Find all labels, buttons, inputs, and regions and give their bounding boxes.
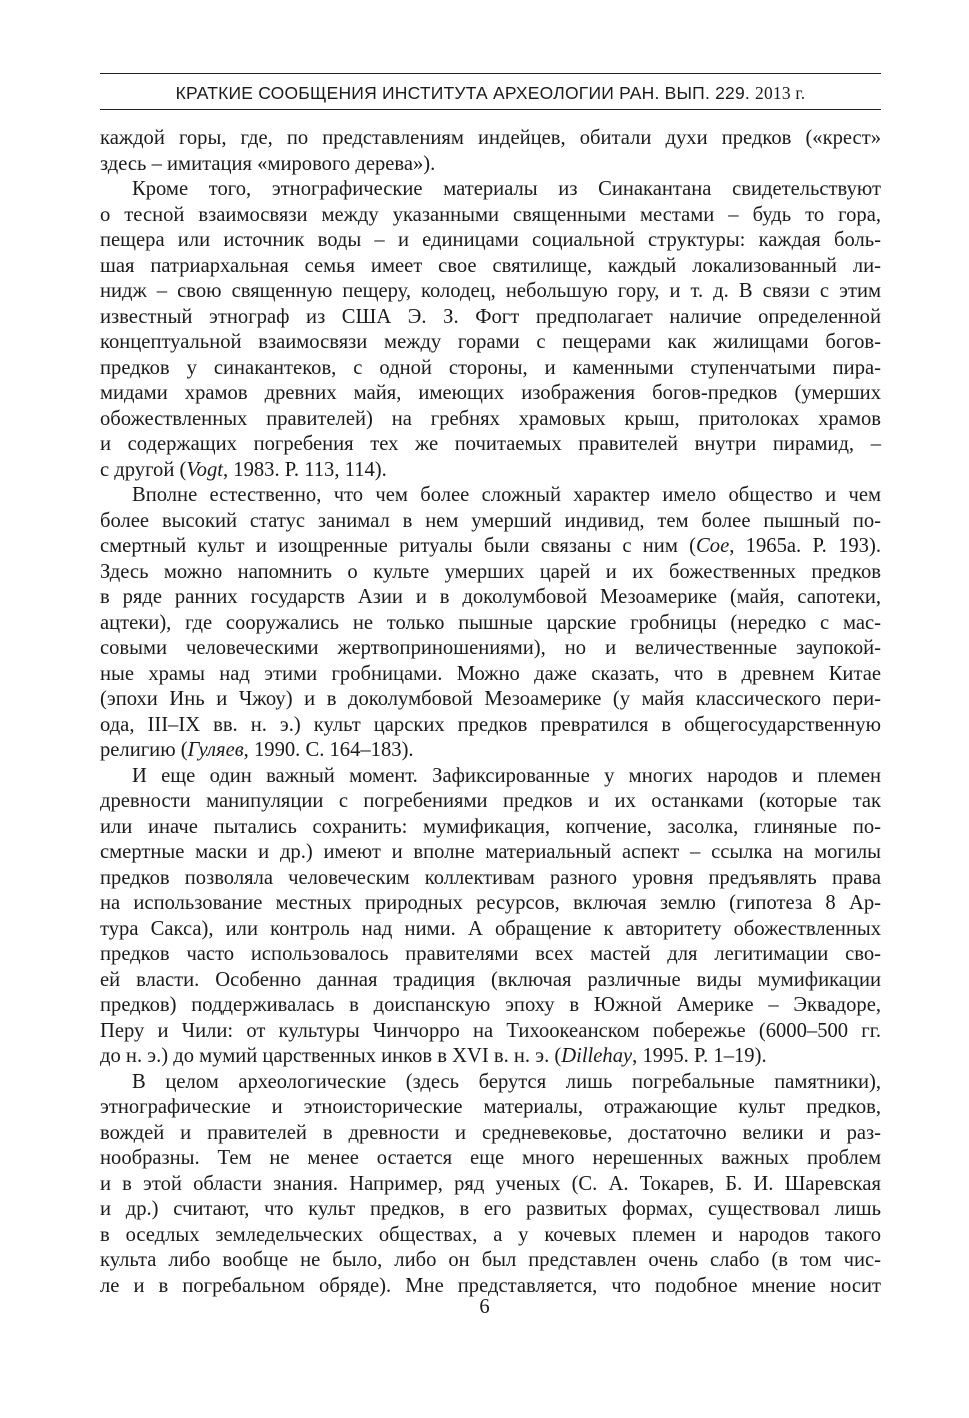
text-segment: до н. э.) до мумий царственных инков в XVI в. н. э. ( bbox=[100, 1045, 562, 1067]
text-segment: Кроме того, этнографические материалы из Синакантана свидетельствуют bbox=[132, 178, 881, 200]
citation-author: Vogt bbox=[186, 458, 223, 481]
text-segment: , 1990. С. 164–183). bbox=[243, 739, 414, 761]
text-line bbox=[100, 687, 881, 713]
text-segment: нообразны. Тем не менее остается еще много нерешенных важных проблем bbox=[100, 1147, 881, 1169]
text-line bbox=[100, 1070, 881, 1096]
text-segment: , 1983. P. 113, 114). bbox=[222, 458, 387, 481]
text-segment: , 1965a. P. 193). bbox=[729, 535, 881, 557]
text-segment: И еще один важный момент. Зафиксированные у многих народов и племен bbox=[132, 764, 881, 787]
citation-author: Dillehay bbox=[561, 1045, 633, 1067]
text-line bbox=[100, 177, 881, 203]
text-segment: на использование местных природных ресурсов, включая землю (гипотеза 8 Ар- bbox=[100, 892, 881, 914]
text-segment: предков) поддерживалась в доиспанскую эпоху в Южной Америке – Эквадоре, bbox=[100, 994, 881, 1016]
text-segment: пещера или источник воды – и единицами социальной структуры: каждая боль- bbox=[100, 229, 881, 251]
running-head bbox=[100, 80, 881, 106]
text-segment: древности манипуляции с погребениями предков и их останками (которые так bbox=[100, 790, 881, 812]
text-line bbox=[100, 509, 881, 535]
text-segment: и содержащих погребения тех же почитаемых правителей внутри пирамид, – bbox=[100, 433, 881, 455]
text-segment: Здесь можно напомнить о культе умерших царей и их божественных предков bbox=[100, 560, 881, 583]
text-line bbox=[100, 407, 881, 433]
text-line bbox=[100, 534, 881, 560]
text-segment: о тесной взаимосвязи между указанными священными местами – будь то гора, bbox=[100, 203, 881, 226]
text-line bbox=[100, 254, 881, 280]
text-line bbox=[100, 1172, 881, 1198]
text-segment: , 1995. P. 1–19). bbox=[632, 1045, 767, 1067]
text-segment: В целом археологические (здесь берутся лишь погребальные памятники), bbox=[132, 1070, 881, 1093]
citation-author: Гуляев bbox=[187, 739, 244, 761]
text-segment: вождей и правителей в древности и средневековье, достаточно велики и раз- bbox=[100, 1121, 881, 1144]
text-segment: более высокий статус занимал в нем умерший индивид, тем более пышный по- bbox=[100, 509, 881, 532]
citation-author: Coe bbox=[696, 535, 730, 557]
text-line bbox=[100, 968, 881, 994]
text-line bbox=[100, 203, 881, 229]
text-line bbox=[100, 152, 881, 178]
text-segment: ацтеки), где сооружались не только пышные царские гробницы (нередко с мас- bbox=[100, 611, 881, 634]
text-segment: предков позволяла человеческим коллективам разного уровня предъявлять права bbox=[100, 866, 881, 889]
text-segment: смертный культ и изощренные ритуалы были связаны с ним ( bbox=[100, 535, 697, 557]
page-number: 6 bbox=[479, 1296, 490, 1318]
body-text bbox=[100, 126, 881, 1299]
text-segment: ей власти. Особенно данная традиция (включая различные виды мумификации bbox=[100, 968, 881, 991]
text-segment: ные храмы над этими гробницами. Можно даже сказать, что в древнем Китае bbox=[100, 662, 881, 685]
text-segment: нидж – свою священную пещеру, колодец, небольшую гору, и т. д. В связи с этим bbox=[100, 280, 881, 302]
text-segment: ле и в погребальном обряде). Мне представляется, что подобное мнение носит bbox=[100, 1274, 881, 1297]
text-line bbox=[100, 458, 881, 484]
text-line bbox=[100, 866, 881, 892]
text-line bbox=[100, 713, 881, 739]
text-segment: религию ( bbox=[100, 739, 188, 761]
header-rule-bottom bbox=[100, 109, 881, 110]
text-line bbox=[100, 432, 881, 458]
text-segment: смертные маски и др.) имеют и вполне материальный аспект – ссылка на могилы bbox=[100, 841, 881, 863]
text-segment: Вполне естественно, что чем более сложный характер имело общество и чем bbox=[132, 484, 881, 506]
text-line bbox=[100, 279, 881, 305]
text-segment: (эпохи Инь и Чжоу) и в доколумбовой Мезоамерике (у майя классического пери- bbox=[100, 688, 881, 710]
text-line bbox=[100, 917, 881, 943]
text-line bbox=[100, 1146, 881, 1172]
text-segment: ода, III–IX вв. н. э.) культ царских предков превратился в общегосударственную bbox=[100, 713, 881, 736]
text-line bbox=[100, 1197, 881, 1223]
text-line bbox=[100, 228, 881, 254]
text-segment: культа либо вообще не было, либо он был представлен очень слабо (в том чис- bbox=[100, 1249, 881, 1271]
text-segment: предков часто использовалось правителями всех мастей для легитимации сво- bbox=[100, 943, 881, 965]
text-segment: здесь – имитация «мирового дерева»). bbox=[100, 152, 436, 175]
text-line bbox=[100, 1044, 881, 1070]
text-line bbox=[100, 560, 881, 586]
text-segment: тура Сакса), или контроль над ними. А обращение к авторитету обожествленных bbox=[100, 917, 881, 940]
text-segment: и др.) считают, что культ предков, в его развитых формах, существовал лишь bbox=[100, 1198, 881, 1220]
text-segment: шая патриархальная семья имеет свое святилище, каждый локализованный ли- bbox=[100, 254, 881, 277]
header-rule-top bbox=[100, 73, 881, 74]
text-line bbox=[100, 815, 881, 841]
text-segment: обожествленных правителей) на гребнях храмовых крыш, притолоках храмов bbox=[100, 407, 881, 430]
text-segment: Перу и Чили: от культуры Чинчорро на Тихоокеанском побережье (6000–500 гг. bbox=[100, 1019, 881, 1042]
journal-title: КРАТКИЕ СООБЩЕНИЯ ИНСТИТУТА АРХЕОЛОГИИ РАН. ВЫП. 229. bbox=[175, 83, 750, 103]
text-line bbox=[100, 356, 881, 382]
text-line bbox=[100, 738, 881, 764]
text-segment: известный этнограф из США Э. З. Фогт предполагает наличие определенной bbox=[100, 305, 881, 328]
text-line bbox=[100, 305, 881, 331]
text-line bbox=[100, 1223, 881, 1249]
text-line bbox=[100, 585, 881, 611]
text-segment: предков у синакантеков, с одной стороны, и каменными ступенчатыми пира- bbox=[100, 356, 881, 379]
text-line bbox=[100, 662, 881, 688]
text-line bbox=[100, 764, 881, 790]
text-segment: в ряде ранних государств Азии и в доколумбовой Мезоамерике (майя, сапотеки, bbox=[100, 586, 881, 608]
text-line bbox=[100, 126, 881, 152]
text-line bbox=[100, 1248, 881, 1274]
text-segment: этнографические и этноисторические материалы, отражающие культ предков, bbox=[100, 1096, 881, 1118]
text-line bbox=[100, 993, 881, 1019]
text-line bbox=[100, 330, 881, 356]
journal-year: 2013 г. bbox=[755, 83, 806, 103]
text-segment: концептуальной взаимосвязи между горами с пещерами как жилищами богов- bbox=[100, 331, 881, 353]
text-line bbox=[100, 840, 881, 866]
text-line bbox=[100, 611, 881, 637]
text-segment: и в этой области знания. Например, ряд ученых (С. А. Токарев, Б. И. Шаревская bbox=[100, 1172, 881, 1195]
text-line bbox=[100, 789, 881, 815]
text-line bbox=[100, 1121, 881, 1147]
text-segment: с другой ( bbox=[100, 458, 187, 481]
text-segment: мидами храмов древних майя, имеющих изображения богов-предков (умерших bbox=[100, 382, 881, 404]
text-line bbox=[100, 483, 881, 509]
text-segment: каждой горы, где, по представлениям индейцев, обитали духи предков («крест» bbox=[100, 127, 881, 149]
text-line bbox=[100, 1019, 881, 1045]
text-segment: совыми человеческими жертвоприношениями), но и величественные заупокой- bbox=[100, 637, 881, 659]
text-line bbox=[100, 381, 881, 407]
text-segment: в оседлых земледельческих обществах, а у кочевых племен и народов такого bbox=[100, 1223, 881, 1246]
text-line bbox=[100, 1095, 881, 1121]
text-segment: или иначе пытались сохранить: мумификация, копчение, засолка, глиняные по- bbox=[100, 815, 881, 838]
text-line bbox=[100, 942, 881, 968]
text-line bbox=[100, 891, 881, 917]
text-line bbox=[100, 636, 881, 662]
